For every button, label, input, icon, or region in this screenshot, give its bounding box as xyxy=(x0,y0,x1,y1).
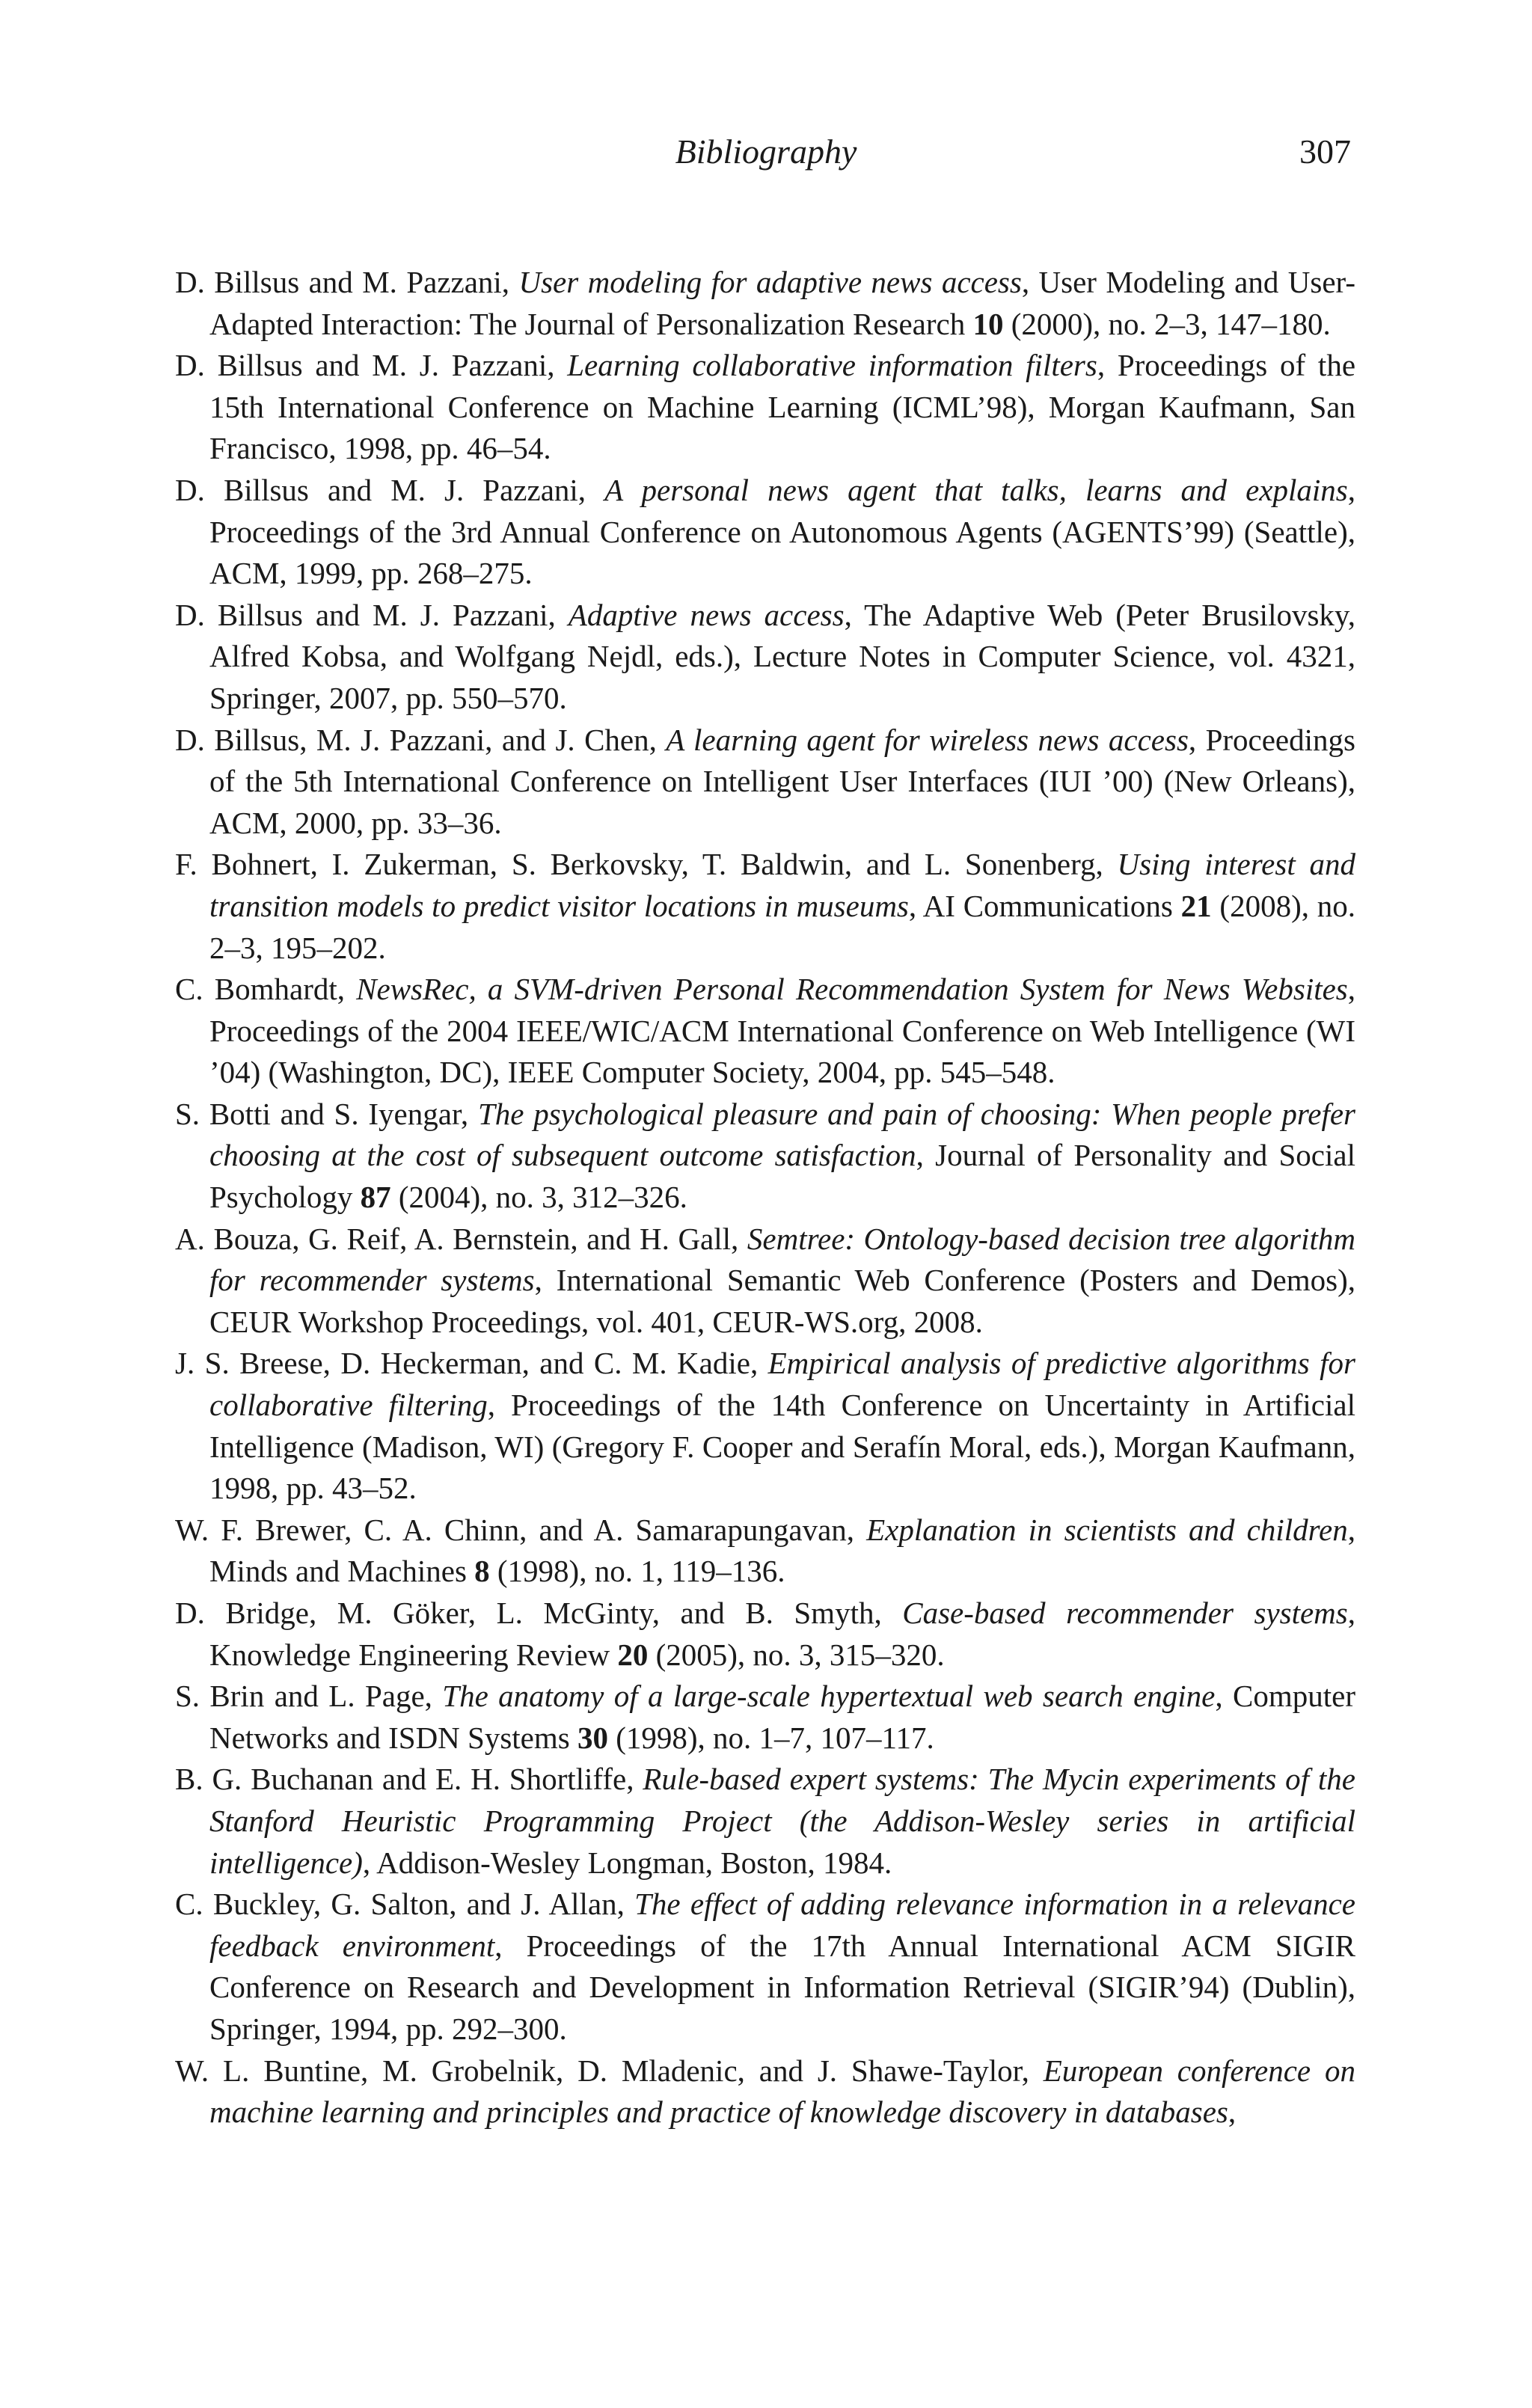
bib-authors: B. G. Buchanan and E. H. Shortliffe, xyxy=(175,1762,643,1797)
bib-title: Adaptive news access xyxy=(568,597,845,632)
bib-source: , AI Communications xyxy=(908,888,1181,923)
bib-entry xyxy=(175,1676,1355,1759)
bib-title: Rule-based expert systems: The Mycin experiments of the Stanford Heuristic Programming Project (the Addison-Wesley series in artificial intelligence) xyxy=(209,1762,1356,1880)
bib-authors: D. Billsus, M. J. Pazzani, and J. Chen, xyxy=(175,722,667,757)
bib-entry xyxy=(175,1759,1355,1884)
bib-details: (1998), no. 1, 119–136. xyxy=(489,1554,785,1589)
bib-entry xyxy=(175,345,1355,470)
bib-source: , Proceedings of the 5th International Conference on Intelligent User Interfaces (IUI ’00) (New Orleans), ACM, 2000, pp. 33–36. xyxy=(209,722,1355,840)
bib-authors: C. Bomhardt, xyxy=(175,972,357,1007)
bib-source: , Proceedings of the 3rd Annual Conference on Autonomous Agents (AGENTS’99) (Seattle), ACM, 1999, pp. 268–275. xyxy=(209,472,1355,591)
bib-authors: D. Bridge, M. Göker, L. McGinty, and B. Smyth, xyxy=(175,1596,903,1630)
page-number: 307 xyxy=(1299,132,1351,171)
bib-entry xyxy=(175,1884,1355,2050)
bib-volume: 8 xyxy=(474,1554,490,1589)
bib-title: Case-based recommender systems xyxy=(902,1596,1348,1630)
bibliography-list xyxy=(175,262,1355,2133)
bib-title: The psychological pleasure and pain of choosing: When people prefer choosing at the cost of subsequent outcome satisfaction xyxy=(209,1096,1355,1173)
bib-volume: 87 xyxy=(360,1180,391,1215)
bib-entry xyxy=(175,262,1355,345)
bib-authors: S. Botti and S. Iyengar, xyxy=(175,1096,478,1131)
bib-entry xyxy=(175,1593,1355,1676)
bib-source: , International Semantic Web Conference (Posters and Demos), CEUR Workshop Proceedings, vol. 401, CEUR-WS.org, 2008. xyxy=(209,1263,1355,1339)
bib-title: Empirical analysis of predictive algorithms for collaborative filtering xyxy=(209,1346,1355,1423)
bib-title: Learning collaborative information filters xyxy=(567,348,1097,383)
bib-authors: F. Bohnert, I. Zukerman, S. Berkovsky, T. Baldwin, and L. Sonenberg, xyxy=(175,847,1118,882)
bib-title: A learning agent for wireless news access xyxy=(666,722,1189,757)
bib-entry xyxy=(175,470,1355,595)
bib-authors: A. Bouza, G. Reif, A. Bernstein, and H. Gall, xyxy=(175,1221,747,1256)
bib-entry xyxy=(175,595,1355,720)
bib-entry xyxy=(175,1343,1355,1509)
bib-entry xyxy=(175,969,1355,1094)
bib-source: , User Modeling and User-Adapted Interaction: The Journal of Personalization Research xyxy=(209,265,1356,341)
bib-authors: W. F. Brewer, C. A. Chinn, and A. Samarapungavan, xyxy=(175,1512,867,1547)
bib-source: , Knowledge Engineering Review xyxy=(209,1596,1355,1672)
bib-title: European conference on machine learning and principles and practice of knowledge discovery in databases xyxy=(209,2053,1355,2130)
bib-authors: W. L. Buntine, M. Grobelnik, D. Mladenic, and J. Shawe-Taylor, xyxy=(175,2053,1044,2088)
running-title: Bibliography xyxy=(675,132,857,171)
bib-title: User modeling for adaptive news access xyxy=(518,265,1022,299)
bib-details: (2005), no. 3, 315–320. xyxy=(648,1637,945,1672)
bib-title: Using interest and transition models to predict visitor locations in museums xyxy=(209,847,1355,923)
bib-entry xyxy=(175,844,1355,969)
bib-source: , Proceedings of the 17th Annual International ACM SIGIR Conference on Research and Development in Information Retrieval (SIGIR’94) (Dublin), Springer, 1994, pp. 292–300. xyxy=(209,1928,1355,2046)
bib-authors: D. Billsus and M. J. Pazzani, xyxy=(175,597,569,632)
bib-entry xyxy=(175,720,1355,845)
bib-authors: C. Buckley, G. Salton, and J. Allan, xyxy=(175,1887,635,1922)
bib-authors: D. Billsus and M. J. Pazzani, xyxy=(175,472,605,507)
bib-source: , Proceedings of the 2004 IEEE/WIC/ACM International Conference on Web Intelligence (WI ’04) (Washington, DC), IEEE Computer Society, 2004, pp. 545–548. xyxy=(209,972,1356,1090)
bib-details: (2000), no. 2–3, 147–180. xyxy=(1003,306,1331,341)
bib-entry xyxy=(175,1094,1355,1219)
bib-source: , Proceedings of the 14th Conference on Uncertainty in Artificial Intelligence (Madison, WI) (Gregory F. Cooper and Serafín Moral, eds.), Morgan Kaufmann, 1998, pp. 43–52. xyxy=(209,1388,1355,1506)
bib-title: Explanation in scientists and children xyxy=(866,1512,1348,1547)
bib-authors: J. S. Breese, D. Heckerman, and C. M. Kadie, xyxy=(175,1346,768,1381)
bib-authors: S. Brin and L. Page, xyxy=(175,1679,443,1714)
bib-source: , Addison-Wesley Longman, Boston, 1984. xyxy=(362,1845,892,1880)
bib-title: The anatomy of a large-scale hypertextual web search engine xyxy=(442,1679,1216,1714)
bib-title: Semtree: Ontology-based decision tree algorithm for recommender systems xyxy=(209,1221,1355,1298)
bib-entry xyxy=(175,1219,1355,1344)
bib-source: , The Adaptive Web (Peter Brusilovsky, Alfred Kobsa, and Wolfgang Nejdl, eds.), Lecture Notes in Computer Science, vol. 4321, Springer, 2007, pp. 550–570. xyxy=(209,597,1356,715)
bib-title: The effect of adding relevance information in a relevance feedback environment xyxy=(209,1887,1355,1963)
bib-title: A personal news agent that talks, learns and explains xyxy=(604,472,1348,507)
bib-entry xyxy=(175,1510,1355,1593)
bib-source: , Minds and Machines xyxy=(209,1512,1355,1589)
bib-volume: 10 xyxy=(972,306,1004,341)
bib-source: , Proceedings of the 15th International Conference on Machine Learning (ICML’98), Morgan Kaufmann, San Francisco, 1998, pp. 46–54. xyxy=(209,348,1356,466)
bib-entry xyxy=(175,2050,1355,2133)
bib-authors: D. Billsus and M. J. Pazzani, xyxy=(175,348,568,383)
bib-volume: 21 xyxy=(1180,888,1212,923)
bib-details: (1998), no. 1–7, 107–117. xyxy=(607,1720,934,1755)
bib-source: , xyxy=(1228,2095,1237,2130)
page-header xyxy=(0,126,1532,178)
bib-volume: 30 xyxy=(577,1720,608,1755)
bib-source: , Journal of Personality and Social Psychology xyxy=(209,1138,1355,1215)
bib-details: (2008), no. 2–3, 195–202. xyxy=(209,888,1355,965)
bib-authors: D. Billsus and M. Pazzani, xyxy=(175,265,519,299)
bib-source: , Computer Networks and ISDN Systems xyxy=(209,1679,1356,1755)
bib-volume: 20 xyxy=(617,1637,649,1672)
bib-details: (2004), no. 3, 312–326. xyxy=(390,1180,687,1215)
bib-title: NewsRec, a SVM-driven Personal Recommendation System for News Websites xyxy=(356,972,1348,1007)
